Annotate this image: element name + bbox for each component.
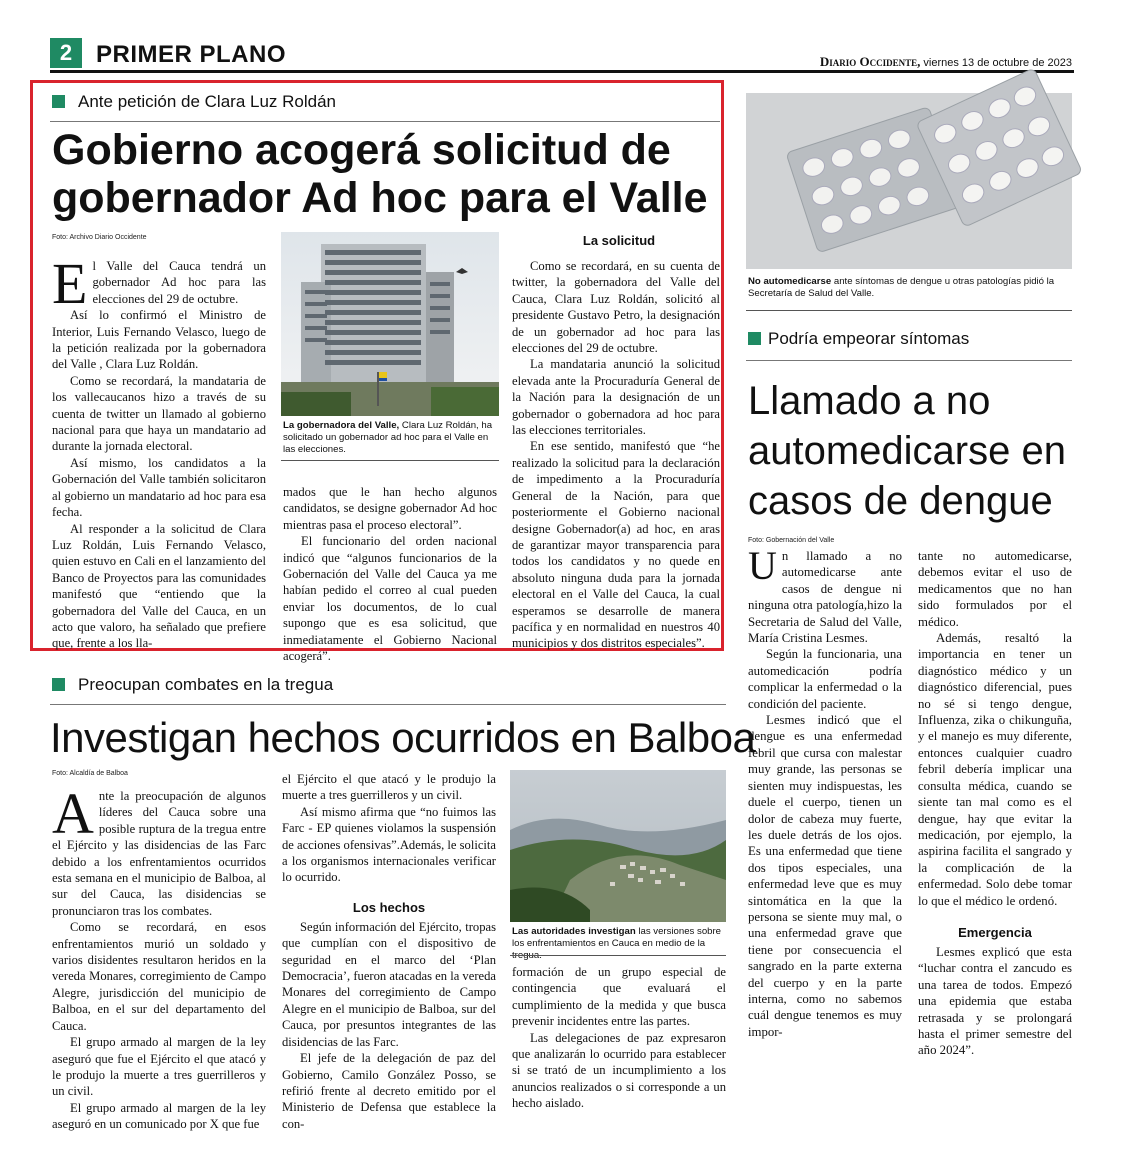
- masthead-date-line: [760, 54, 1072, 70]
- article1-paragraph: En ese sentido, manifestó que “he realizado la solicitud para la declaración de impedimento a la Procuraduría General de la Nación, para que posteriormente el Gobierno nacional designe Gobernador(a) ad hoc, en aras de garantizar mayor transparencia para todos los candidatos y no quede en absoluto ninguna duda para la jornada electoral en el Valle del Cauca, la cual esperamos se desarrolle de manera pacífica y en normalidad en nuestros 40 municipios y dos distritos especiales”.: [512, 439, 720, 651]
- article3-kicker-text: Podría empeorar síntomas: [768, 329, 970, 348]
- article1-drop-cap: E: [52, 251, 88, 316]
- masthead-rule: [50, 70, 1074, 73]
- article2-paragraph: Según información del Ejército, tropas que cumplían con el dispositivo de seguridad en el marco del ‘Plan Democracia’, fueron atacadas en la vereda Monares del corregimiento de Campo Alegre en el municipio de Balboa, sur del Cauca, por presuntos integrantes de las disidencias de las Farc.: [282, 919, 496, 1049]
- article2-col2: [282, 771, 497, 1131]
- article3-kicker-rule: [746, 360, 1072, 361]
- square-bullet-icon: [52, 95, 65, 108]
- article2-photo-credit: Foto: Alcaldía de Balboa: [52, 770, 128, 777]
- article1-caption-bold: La gobernadora del Valle,: [283, 420, 400, 431]
- article1-paragraph: Como se recordará, en su cuenta de twitter, la gobernadora del Valle del Cauca, Clara Luz Roldán, solicitó al presidente Gustavo Petro, la designación de un gobernador ad hoc para las elecciones del 29 de octubre.: [512, 259, 720, 356]
- article2-kicker: [52, 675, 333, 695]
- article2-photo-caption: Las autoridades investigan las versiones sobre los enfrentamientos en Cauca en medio de la: [512, 926, 722, 949]
- article3-photo-credit: Foto: Gobernación del Valle: [748, 537, 835, 544]
- article1-kicker: [52, 92, 336, 112]
- square-bullet-icon: [52, 678, 65, 691]
- article3-paragraph: tante no automedicarse, debemos evitar el uso de medicamentos que no han sido formulados por el médico.: [918, 549, 1072, 629]
- article3-headline-line3: casos de dengue: [748, 479, 1053, 523]
- article3-paragraph: Además, resaltó la importancia en tener un diagnóstico médico y un diagnóstico diferencial, pues no sé si tengo dengue, Influenza, zika o chikunguña, y el manejo es muy diferente, entonces cualquier cuadro febril debería implicar una consulta médica, cuando se siente tan mal como es el dengue, hay que evitar la medicación, por ejemplo, la aspirina facilita el sangrado y la complicación de la enfermedad. Solo debe tomar lo que el médico le ordenó.: [918, 631, 1072, 908]
- article1-kicker-text: Ante petición de Clara Luz Roldán: [78, 92, 336, 111]
- article2-paragraph: Así mismo afirma que “no fuimos las Farc - EP quienes violamos la suspensión de acciones ofensivas”.Además, le solicita a los organismos internacionales verificar lo ocurrido.: [282, 804, 497, 885]
- article1-paragraph: Así lo confirmó el Ministro de Interior, Luis Fernando Velasco, luego de la petición realizada por la gobernadora del Valle , Clara Luz Roldán.: [52, 308, 266, 372]
- article2-paragraph: El grupo armado al margen de la ley aseguró que fue el Ejército el que atacó y le produjo la muerte a tres guerrilleros y un civil.: [52, 1035, 266, 1099]
- article1-caption-rule: [281, 460, 499, 461]
- article2-subhead: Los hechos: [352, 899, 426, 915]
- article1-photo-caption: La gobernadora del Valle, Clara Luz Roldán, ha solicitado un gobernador ad hoc para el Valle en las elecciones.: [283, 420, 493, 455]
- article1-photo-credit: Foto: Archivo Diario Occidente: [52, 234, 147, 241]
- article3-photo-caption: No automedicarse ante síntomas de dengue u otras patologías pidió la Secretaría de Salud del Valle.: [748, 276, 1055, 299]
- building-photo-icon: [281, 232, 499, 416]
- pills-photo-icon: [746, 93, 1072, 269]
- article2-paragraph: El jefe de la delegación de paz del Gobierno, Camilo González Posso, se refirió frente al decreto emitido por el Ministerio de Defensa que establece la con-: [282, 1051, 496, 1131]
- article1-col1: [52, 251, 266, 651]
- article3-subhead: Emergencia: [958, 924, 1032, 940]
- article2-paragraph: El grupo armado al margen de la ley aseguró en un comunicado por X que fue: [52, 1100, 266, 1132]
- article3-paragraph: Lesmes indicó que el dengue es una enfermedad febril que cursa con malestar muy grande, las personas se sienten muy indispuestas, les duele el cuerpo, tienen un dolor de cabeza muy fuerte, les duele detrás de los ojos. Es una enfermedad que tiene dos tipos especiales, una enfermedad leve que es muy sintomática en la que la persona se siente muy mal, o una enfermedad grave que tiene por consecuencia el sangrado en la parte externa del cuerpo y en la parte interna, como no sabemos cuál dengue tenemos es muy impor-: [748, 713, 902, 1039]
- article3-paragraph: Lesmes explicó que esta “luchar contra el zancudo es una tarea de todos. Empezó una epidemia que estaba retrasada y se prolongará hasta el primer semestre del año 2024”.: [918, 944, 1072, 1058]
- article2-paragraph: Las delegaciones de paz expresaron que analizarán lo ocurrido para establecer si se trató de un incumplimiento a los anuncios realizados o si corresponde a un hecho aislado.: [512, 1030, 726, 1111]
- article1-headline-line2: gobernador Ad hoc para el Valle: [52, 174, 708, 222]
- article3-col1: [748, 543, 902, 1128]
- page-number: 2: [59, 40, 73, 65]
- article1-kicker-rule: [50, 121, 720, 122]
- issue-date: viernes 13 de octubre de 2023: [923, 57, 1072, 69]
- article2-kicker-rule: [50, 704, 726, 705]
- article3-drop-cap: U: [748, 543, 777, 588]
- article2-headline: Investigan hechos ocurridos en Balboa: [50, 714, 756, 761]
- article3-col2: [918, 548, 1072, 1128]
- article3-lead: Un llamado a no automedicarse ante casos de dengue ni ninguna otra patología,hizo la Secretaria de Salud del Valle, María Cristina Lesmes.: [748, 543, 902, 646]
- article1-subhead: La solicitud: [582, 233, 656, 248]
- article2-paragraph: formación de un grupo especial de contingencia que evaluará el cumplimiento de la medida y que busca prevenir incidentes entre las partes.: [512, 965, 726, 1029]
- article3-caption-rule: [746, 310, 1072, 311]
- article1-paragraph: Al responder a la solicitud de Clara Luz Roldán, Luis Fernando Velasco, quien estuvo en Cali en el lanzamiento del Banco de Proyectos para las comunidades manifestó que “entiendo que la gobernadora del Valle del Cauca, en un acto que valoro, ha señalado que prefiere que, frente a los lla-: [52, 521, 266, 651]
- landscape-photo-icon: [510, 770, 726, 922]
- square-bullet-icon: [748, 332, 761, 345]
- article1-paragraph: La mandataria anunció la solicitud elevada ante la Procuraduría General de la Nación para la designación de un gobernador o gobernadora ad hoc para las elecciones territoriales.: [512, 357, 720, 438]
- article3-caption-bold: No automedicarse: [748, 276, 832, 287]
- article2-lead: Ante la preocupación de algunos líderes del Cauca sobre una posible ruptura de la tregua entre el Ejército y las disidencias de las Farc debido a los enfrentamientos ocurridos esta semana en el municipio de Balboa, al sur del Cauca, las disidencias se pronunciaron tras los combates.: [52, 781, 266, 918]
- article3-paragraph: Según la funcionaria, una automedicación podría complicar la enfermedad o la condición del paciente.: [748, 647, 902, 711]
- article3-headline: [748, 376, 1066, 526]
- section-title: PRIMER PLANO: [96, 41, 287, 68]
- article3-headline-line1: Llamado a no: [748, 379, 991, 423]
- article1-paragraph: El funcionario del orden nacional indicó que “algunos funcionarios de la Gobernación del Valle del Cauca ya me habían pedido el correo al cual pueden enviar los documentos, de lo cual supongo que es esa solicitud, que inmediatamente el Gobierno Nacional acogerá”.: [283, 534, 497, 664]
- article1-col3: [512, 258, 720, 650]
- article2-drop-cap: A: [52, 781, 94, 846]
- article1-lead: El Valle del Cauca tendrá un gobernador Ad hoc para las elecciones del 29 de octubre.: [52, 251, 266, 316]
- article3-headline-line2: automedicarse en: [748, 429, 1066, 473]
- article3-kicker: [748, 329, 969, 349]
- paper-name: Diario Occidente,: [819, 54, 921, 69]
- article1-col2: [283, 484, 497, 664]
- article1-headline: [52, 126, 708, 222]
- article2-kicker-text: Preocupan combates en la tregua: [78, 675, 334, 694]
- article1-paragraph: mados que le han hecho algunos candidatos, se designe gobernador Ad hoc mientras pasa el proceso electoral”.: [283, 485, 497, 532]
- article1-headline-line1: Gobierno acogerá solicitud de: [52, 126, 671, 174]
- article2-paragraph: el Ejército el que atacó y le produjo la muerte a tres guerrilleros y un civil.: [282, 772, 496, 803]
- article2-caption-bold: Las autoridades investigan: [512, 926, 636, 937]
- article2-col1: [52, 781, 266, 1132]
- article2-col3: [512, 964, 726, 1128]
- article1-paragraph: Como se recordará, la mandataria de los vallecaucanos hizo a través de su cuenta de twitter un llamado al gobierno nacional para que haya un mandatario ad durante la jornada electoral.: [52, 373, 266, 454]
- article2-photo: [510, 770, 726, 922]
- article2-paragraph: Como se recordará, en esos enfrentamientos murió un soldado y varios disidentes resultaron heridos en la vereda Monares, corregimiento de Campo Alegre, jurisdicción del municipio de Balboa, en el sur del departamento del Cauca.: [52, 920, 266, 1033]
- article3-photo: [746, 93, 1072, 269]
- article1-photo: [281, 232, 499, 416]
- article2-caption-rule: [510, 955, 726, 956]
- article1-paragraph: Así mismo, los candidatos a la Gobernación del Valle también solicitaron al gobierno un mandatario ad hoc para esa fecha.: [52, 455, 266, 520]
